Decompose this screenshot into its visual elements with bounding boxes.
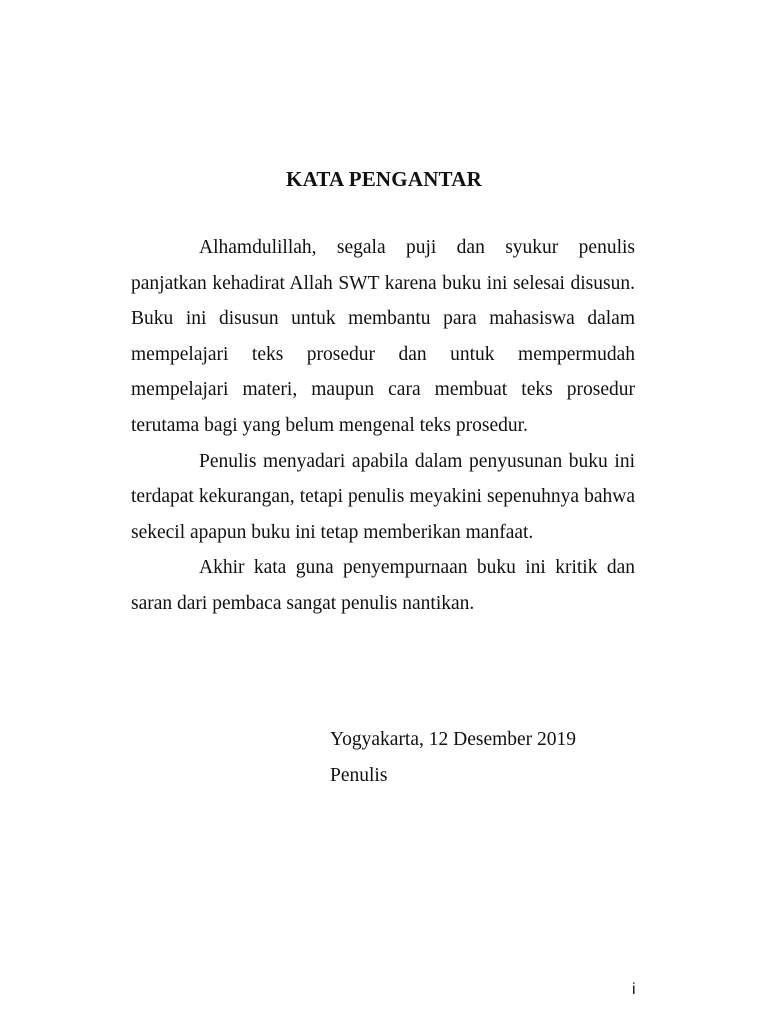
- paragraph-3: Akhir kata guna penyempurnaan buku ini kritik dan saran dari pembaca sangat penulis nantikan.: [131, 557, 635, 614]
- author-label: Penulis: [330, 765, 388, 786]
- body-text: [131, 230, 635, 622]
- page-number: i: [632, 981, 636, 998]
- paragraph-2: Penulis menyadari apabila dalam penyusunan buku ini terdapat kekurangan, tetapi penulis meyakini sepenuhnya bahwa sekecil apapun buku ini tetap memberikan manfaat.: [131, 450, 635, 543]
- paragraph-1: Alhamdulillah, segala puji dan syukur penulis panjatkan kehadirat Allah SWT karena buku ini selesai disusun. Buku ini disusun untuk membantu para mahasiswa dalam mempelajari teks prosedur dan untuk mempermudah mempelajari materi, maupun cara membuat teks prosedur terutama bagi yang belum mengenal teks prosedur.: [131, 237, 635, 436]
- signature-block: [330, 722, 576, 794]
- place-date: Yogyakarta, 12 Desember 2019: [330, 729, 577, 750]
- page-title: KATA PENGANTAR: [286, 167, 482, 191]
